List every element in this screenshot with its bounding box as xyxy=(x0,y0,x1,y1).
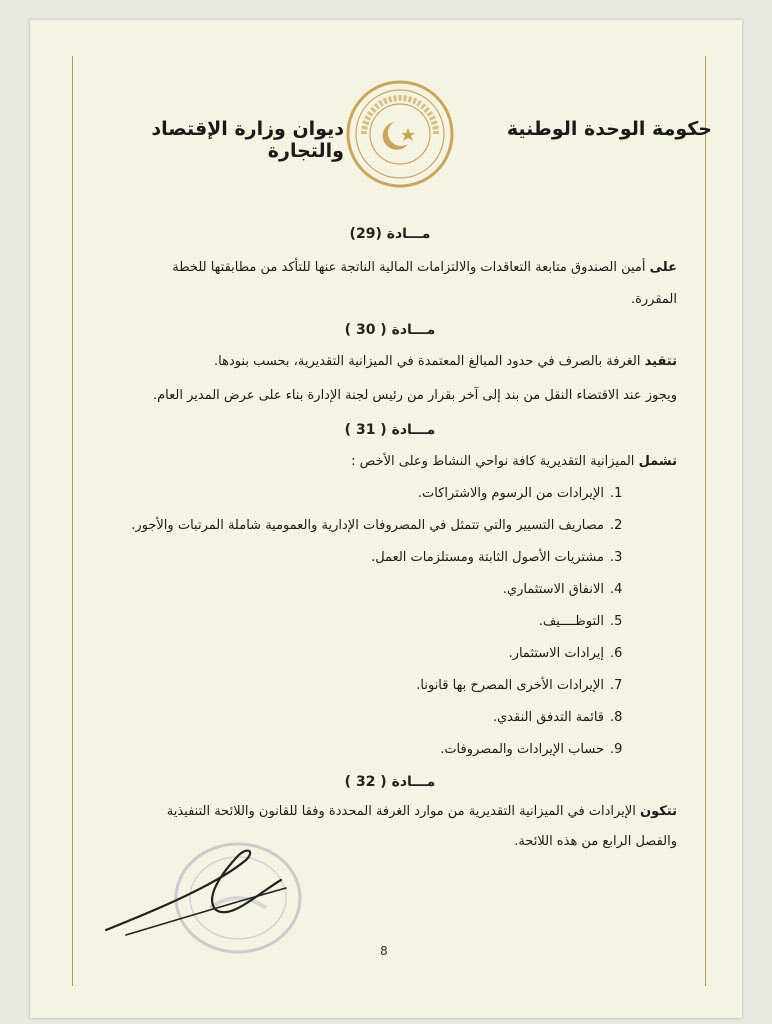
government-title: حكومة الوحدة الوطنية xyxy=(506,118,712,140)
article-31-intro-text: الميزانية التقديرية كافة نواحي النشاط وعلى الأخص : xyxy=(351,454,635,469)
article-30-text: الغرفة بالصرف في حدود المبالغ المعتمدة في الميزانية التقديرية، بحسب بنودها. xyxy=(214,354,641,369)
list-item: 5.التوظــــيف. xyxy=(538,614,623,629)
article-30-title: مـــادة ( 30 ) xyxy=(344,322,436,338)
list-item: 9.حساب الإيرادات والمصروفات. xyxy=(440,742,623,757)
article-31-intro xyxy=(92,452,677,472)
article-32-line-2: والفصل الرابع من هذه اللائحة. xyxy=(514,834,677,849)
list-item: 4.الانفاق الاستثماري. xyxy=(502,582,623,597)
article-30-line-1 xyxy=(92,352,677,372)
list-item: 2.مصاريف التسيير والتي تتمثل في المصروفات الإدارية والعمومية شاملة المرتبات والأجور. xyxy=(131,518,623,533)
government-seal-icon xyxy=(344,78,456,190)
article-29-lead: على xyxy=(649,260,677,275)
article-31-title: مـــادة ( 31 ) xyxy=(344,422,436,438)
ministry-title: ديوان وزارة الإقتصاد والتجارة xyxy=(151,118,344,162)
signature-icon xyxy=(96,840,296,950)
list-item: 6.إيرادات الاستثمار. xyxy=(508,646,623,661)
article-32-line-1 xyxy=(92,802,677,822)
list-item: 8.قائمة التدفق النقدي. xyxy=(492,710,623,725)
article-29-text-2: المقررة. xyxy=(630,292,677,307)
article-30-lead: تتقيد xyxy=(644,354,677,369)
list-item: 7.الإيرادات الأخرى المصرح بها قانونا. xyxy=(416,678,623,693)
article-30-line-2: ويجوز عند الاقتضاء النقل من بند إلى آخر بقرار من رئيس لجنة الإدارة بناء على عرض المدير العام. xyxy=(152,388,677,403)
article-29-title: مـــادة (29) xyxy=(349,226,431,242)
article-32-lead: تتكون xyxy=(640,804,677,819)
article-32-title: مـــادة ( 32 ) xyxy=(344,774,436,790)
article-31-lead: تشمل xyxy=(638,454,677,469)
article-29-text: أمين الصندوق متابعة التعاقدات والالتزامات المالية الناتجة عنها للتأكد من مطابقتها للخطة xyxy=(172,260,646,275)
list-item: 1.الإيرادات من الرسوم والاشتراكات. xyxy=(417,486,623,501)
article-32-text: الإيرادات في الميزانية التقديرية من موارد الغرفة المحددة وفقا للقانون واللائحة التنفيذية xyxy=(166,804,636,819)
list-item: 3.مشتريات الأصول الثابتة ومستلزمات العمل. xyxy=(371,550,623,565)
article-29-body xyxy=(92,258,677,278)
page-number: 8 xyxy=(380,944,388,958)
